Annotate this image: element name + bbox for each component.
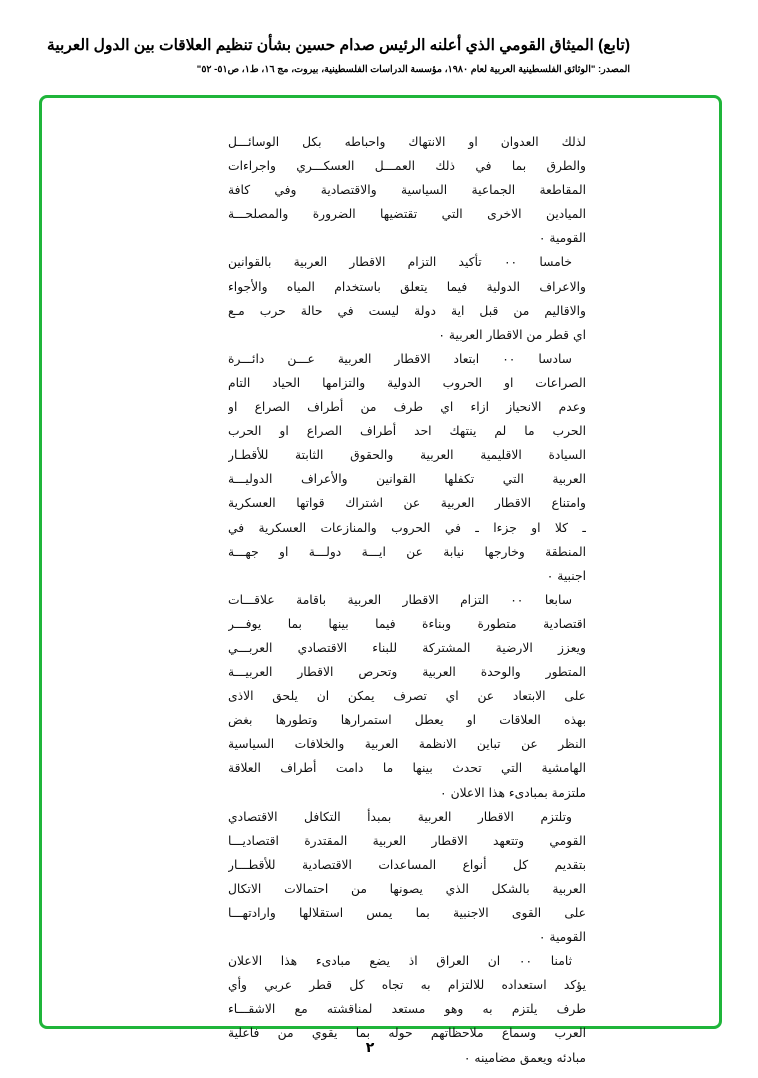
text-line: مبادئه ويعمق مضامينه ٠: [463, 1050, 586, 1065]
text-line: ملتزمة بمبادىء هذا الاعلان ٠: [440, 785, 586, 800]
text-line: المنطقة وخارجها نيابة عن ايـــة دولـــة او جهـــة: [228, 544, 586, 559]
text-line: سادسا ٠٠ ابتعاد الاقطار العربية عـــن دائـــرة: [228, 351, 572, 366]
text-line: النظر عن تباين الانظمة العربية والخلافات السياسية: [228, 737, 586, 752]
text-line: يؤكد استعداده للالتزام به تجاه كل قطر عربي وأي: [228, 978, 586, 993]
text-line: لذلك العدوان او الانتهاك واحباطه بكل الوسائـــل: [228, 135, 586, 149]
text-line: المقاطعة الجماعية السياسية والاقتصادية وفي كافة: [228, 183, 586, 198]
text-line: ويعزز الارضية المشتركة للبناء الاقتصادي العربـــي: [228, 640, 586, 655]
text-line: بهذه العلاقات او يعطل استمرارها وتطورها بغض: [228, 713, 586, 728]
text-line: القومي وتتعهد الاقطار العربية المقتدرة اقتصاديـــا: [228, 833, 586, 848]
text-line: على الابتعاد عن اي تصرف يمكن ان يلحق الاذى: [228, 689, 586, 704]
text-line: العربية بالشكل الذي يصونها من احتمالات الاتكال: [228, 881, 586, 896]
text-line: ثامنا ٠٠ ان العراق اذ يضع مبادىء هذا الاعلان: [228, 954, 573, 969]
text-line: القومية ٠: [538, 231, 586, 246]
text-line: السيادة الاقليمية العربية والحقوق الثابتة للأقطـار: [228, 448, 586, 463]
text-line: اي قطر من الاقطار العربية ٠: [438, 327, 586, 342]
text-line: الصراعات او الحروب الدولية والتزامها الحياد التام: [228, 375, 586, 390]
text-line: القومية ٠: [538, 930, 586, 945]
text-line: والطرق بما في ذلك العمـــل العسكـــري واجراءات: [228, 159, 586, 174]
text-line: اجنبية ٠: [546, 568, 586, 583]
text-line: المتطور والوحدة العربية وتحرص الاقطار العربيـــة: [228, 665, 586, 680]
text-line: العربية التي تكفلها القوانين والأعراف الدوليـــة: [228, 472, 586, 487]
source-citation: المصدر: "الوثائق الفلسطينية العربية لعام ١٩٨٠، مؤسسة الدراسات الفلسطينية، بيروت، مج ١٦، ط١، ص٥١- ٥٢": [196, 64, 630, 75]
text-line: العرب وسماع ملاحظاتهم حوله بما يقوي من فاعلية: [228, 1026, 586, 1041]
text-line: وامتناع الاقطار العربية عن اشتراك قواتها العسكرية: [228, 496, 586, 511]
page-number: ٢: [365, 1040, 375, 1056]
text-line: والاعراف الدولية فيما يتعلق باستخدام المياه والأجواء: [228, 279, 586, 294]
text-line: سابعا ٠٠ التزام الاقطار العربية باقامة علاقـــات: [228, 592, 573, 607]
text-line: الهامشية التي تحدث بينها ما دامت أطراف العلاقة: [228, 761, 586, 776]
text-line: وتلتزم الاقطار العربية بمبدأ التكافل الاقتصادي: [228, 809, 572, 824]
document-title: (تابع) الميثاق القومي الذي أعلنه الرئيس صدام حسين بشأن تنظيم العلاقات بين الدول العربية: [47, 37, 630, 54]
text-line: بتقديم كل أنواع المساعدات الاقتصادية للأقطـــار: [228, 857, 586, 872]
document-body: [228, 130, 586, 1070]
text-line: على القوى الاجنبية بما يمس استقلالها وارادتهـــا: [228, 906, 586, 920]
text-line: الحرب ما لم ينتهك احد أطراف الصراع او الحرب: [228, 424, 586, 439]
text-line: وعدم الانحياز ازاء اي طرف من أطراف الصراع او: [228, 400, 586, 415]
text-line: ـ كلا او جزءا ـ في الحروب والمنازعات العسكرية في: [228, 520, 586, 535]
text-line: اقتصادية متطورة وبناءة فيما بينها بما يوفـــر: [228, 616, 586, 631]
text-line: طرف يلتزم به وهو مستعد لمناقشته مع الاشقـــاء: [228, 1002, 586, 1017]
text-line: الميادين الاخرى التي تقتضيها الضرورة والمصلحـــة: [228, 207, 586, 222]
text-line: خامسا ٠٠ تأكيد التزام الاقطار العربية بالقوانين: [228, 255, 573, 270]
text-line: والاقاليم من قبل اية دولة ليست في حالة حرب مـع: [228, 303, 586, 318]
